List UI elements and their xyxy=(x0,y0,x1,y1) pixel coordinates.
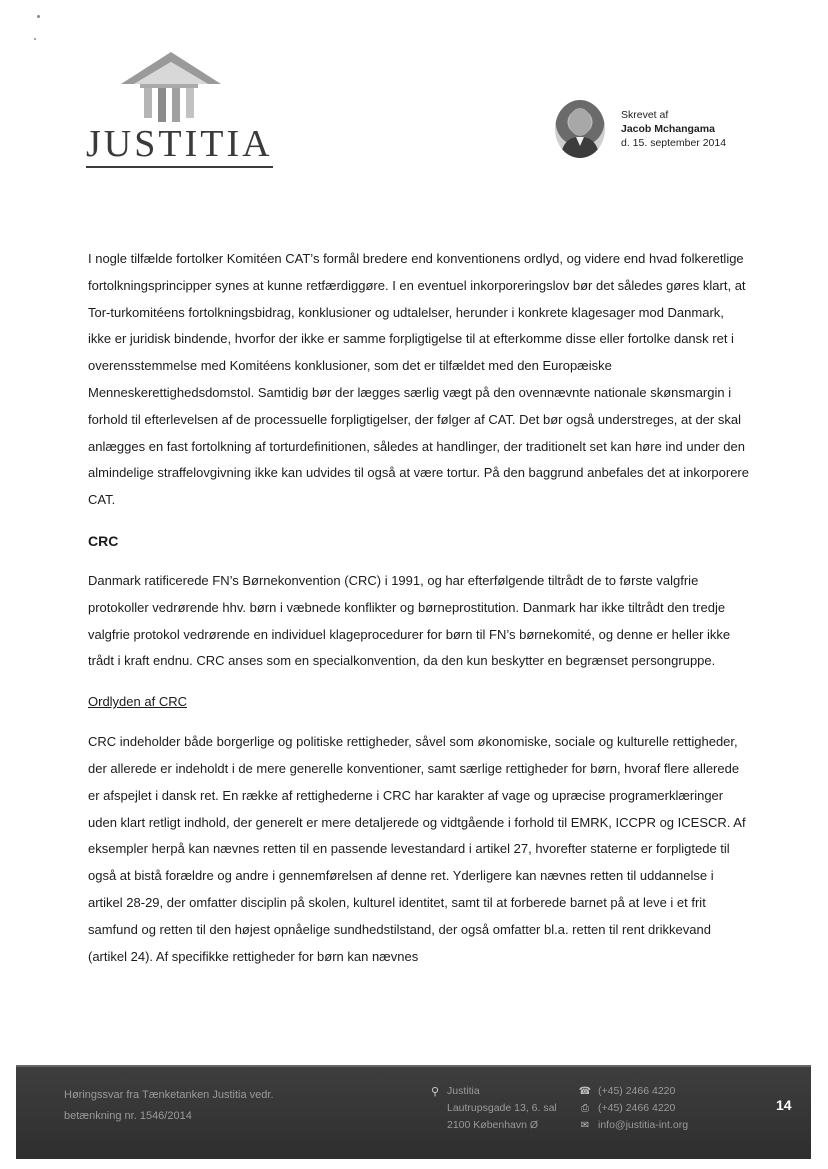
section-heading: CRC xyxy=(88,532,119,549)
justitia-logo xyxy=(86,52,273,167)
body-paragraph: Danmark ratificerede FN’s Børnekonvention (CRC) i 1991, og har efterfølgende tiltrådt de to første valgfrie protokoller vedrørende hhv. børn i væbnede konflikter og børneprostitution. Danmark har ikke tiltrådt den tredje valgfrie protokol vedrørende en individuel klageprocedurer for børn til FN’s børnekomité, og denne er heller ikke trådt i kraft endnu. CRC anses som en specialkonvention, da den kun beskytter en begrænset persongruppe. xyxy=(88,572,731,669)
body-paragraph: I nogle tilfælde fortolker Komitéen CAT’s formål bredere end konventionens ordlyd, og videre end hvad folkeretlige fortolkningsprincipper synes at kunne retfærdiggøre. I en eventuel inkorporeringslov bør det således gøres klart, at Tor-turkomitéens fortolkningsbidrag, konklusioner og udtalelser, herunder i konkrete klagesager mod Danmark, ikke er juridisk bindende, hvorfor der ikke er samme forpligtigelse til at efterkomme disse eller fortolke dansk ret i overensstemmelse med Komitéens konklusioner, som det er tilfældet med den Europæiske Menneskerettighedsdomstol. Samtidig bør der lægges særlig vægt på den ovennævnte nationale skønsmargin i forhold til efterlevelsen af de processuelle forpligtigelser, der følger af CAT. Det bør også understreges, at der skal anlægges en fast fortolkning af torturdefinitionen, således at handlinger, der traditionelt set kan høre ind under den almindelige straffelovgivning ikke kan udvides til også at være tortur. På den baggrund anbefales det at inkorporere CAT. xyxy=(88,251,749,508)
page-number: 14 xyxy=(776,1097,792,1113)
fax-icon: ⎙ xyxy=(581,1103,589,1114)
footer-title: Høringssvar fra Tænketanken Justitia vedr. xyxy=(64,1089,274,1101)
footer-org: Justitia xyxy=(447,1085,480,1097)
page-footer xyxy=(16,1065,811,1159)
footer-report-number: betænkning nr. 1546/2014 xyxy=(64,1110,192,1122)
location-pin-icon: ⚲ xyxy=(431,1086,440,1098)
author-name: Jacob Mchangama xyxy=(621,123,715,135)
author-block xyxy=(555,100,775,170)
footer-document-info xyxy=(64,1085,274,1127)
logo-wordmark: JUSTITIA xyxy=(86,124,273,168)
written-by-label: Skrevet af xyxy=(621,109,669,121)
section-subheading: Ordlyden af CRC xyxy=(88,694,187,710)
footer-email[interactable]: info@justitia-int.org xyxy=(598,1119,689,1131)
footer-address xyxy=(431,1083,557,1134)
footer-phone: (+45) 2466 4220 xyxy=(598,1085,676,1097)
footer-fax: (+45) 2466 4220 xyxy=(598,1102,676,1114)
footer-city: 2100 København Ø xyxy=(447,1119,539,1131)
phone-icon: ☎ xyxy=(578,1086,592,1097)
avatar xyxy=(555,100,605,158)
body-paragraph: CRC indeholder både borgerlige og politiske rettigheder, såvel som økonomiske, sociale og kulturelle rettigheder, der allerede er indeholdt i de mere generelle konventioner, samt særlige rettigheder for børn, hvoraf flere allerede er afspejlet i dansk ret. En række af rettighederne i CRC har karakter af vage og upræcise programerklæringer uden klart retligt indhold, der generelt er mere detaljerede og vidtgående i forhold til EMRK, ICCPR og ICESCR. Af eksempler herpå kan nævnes retten til en passende levestandard i artikel 27, hvorefter staterne er forpligtede til også at bistå forældre og andre i gennemførelsen af denne ret. Yderligere kan nævnes retten til uddannelse i artikel 28-29, der omfatter disciplin på skolen, kulturel identitet, samt til at forberede barnet på at leve i et frit samfund og retten til den højest opnåelige sundhedstilstand, der også omfatter bl.a. retten til rent drikkevand (artikel 24). Af specifikke rettigheder for børn kan nævnes xyxy=(88,734,746,964)
scan-speck xyxy=(37,15,40,18)
document-body xyxy=(88,246,750,970)
author-date: d. 15. september 2014 xyxy=(621,137,727,149)
footer-street: Lautrupsgade 13, 6. sal xyxy=(447,1102,557,1114)
author-info xyxy=(621,108,726,150)
email-icon: ✉ xyxy=(580,1120,590,1131)
scan-speck xyxy=(34,38,36,40)
pillar-logo-icon xyxy=(116,52,226,130)
footer-contact xyxy=(578,1083,688,1134)
